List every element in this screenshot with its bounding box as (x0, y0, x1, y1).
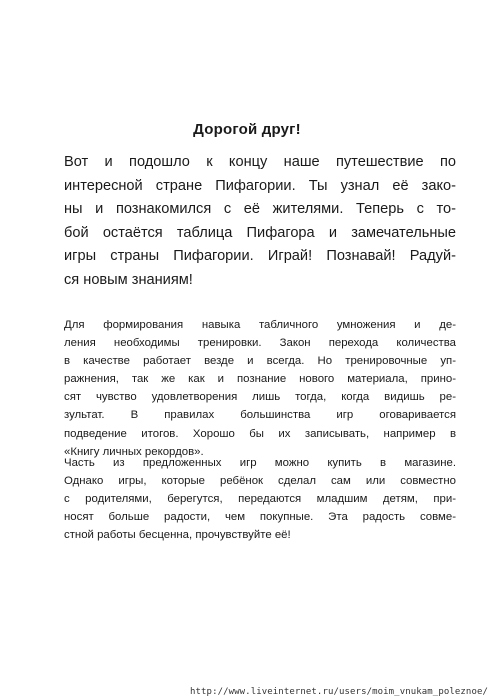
body-line: подведение итогов. Хорошо бы их записывать, например в (64, 427, 456, 440)
intro-line: интересной стране Пифагории. Ты узнал её зако- (64, 177, 456, 194)
intro-line: ся новым знаниям! (64, 271, 193, 288)
body-paragraph-1 (64, 316, 456, 461)
body-line: сят чувство удовлетворения лишь тогда, когда видишь ре- (64, 391, 456, 404)
body-line: ражнения, так же как и познание нового материала, прино- (64, 373, 456, 386)
intro-paragraph (64, 151, 456, 293)
body-line: Для формирования навыка табличного умножения и де- (64, 319, 456, 331)
body-line: Однако игры, которые ребёнок сделал сам или совместно (64, 475, 456, 488)
body-line: носят больше радости, чем покупные. Эта радость совме- (64, 511, 456, 524)
body-line: ления необходимы тренировки. Закон перехода количества (64, 337, 456, 350)
body-line: зультат. В правилах большинства игр оговаривается (64, 409, 456, 422)
page-heading: Дорогой друг! (193, 121, 301, 138)
source-watermark: http://www.liveinternet.ru/users/moim_vnukam_poleznoe/ (190, 687, 488, 697)
body-line: в качестве работает везде и всегда. Но тренировочные уп- (64, 355, 456, 368)
intro-line: Вот и подошло к концу наше путешествие по (64, 154, 456, 170)
body-paragraph-2 (64, 454, 456, 544)
intro-line: ны и познакомился с её жителями. Теперь с то- (64, 201, 456, 218)
body-line: с родителями, берегутся, передаются младшим детям, при- (64, 493, 456, 506)
body-line: Часть из предложенных игр можно купить в магазине. (64, 457, 456, 469)
intro-line: бой остаётся таблица Пифагора и замечательные (64, 224, 456, 241)
intro-line: игры страны Пифагории. Играй! Познавай! Радуй- (64, 248, 456, 265)
body-line: «Книгу личных рекордов». (64, 445, 204, 458)
body-line: стной работы бесценна, прочувствуйте её! (64, 529, 291, 542)
